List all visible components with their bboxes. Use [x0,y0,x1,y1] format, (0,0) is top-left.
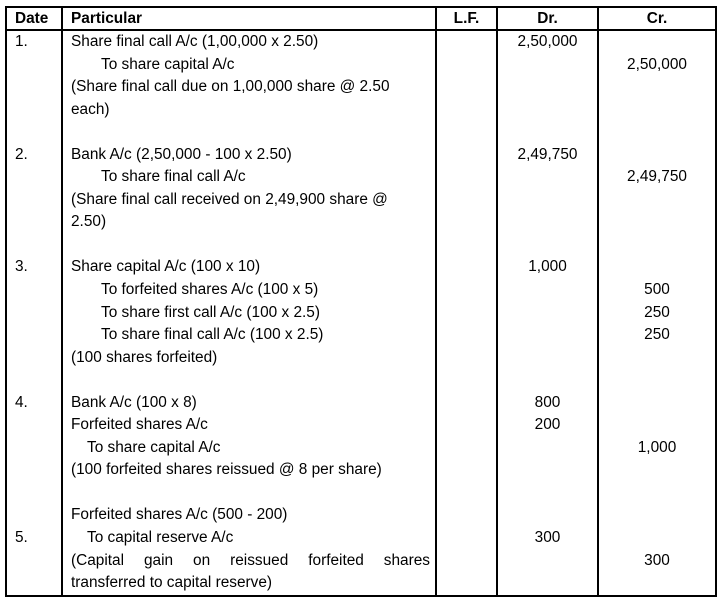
lf-cell [437,550,498,573]
lf-cell [437,324,498,347]
particular-cell [63,482,437,505]
particular-cell: transferred to capital reserve) [63,572,437,595]
journal-line [7,572,715,595]
dr-cell [498,369,599,392]
journal-line [7,437,715,460]
particular-cell: To share capital A/c [63,54,437,77]
cr-cell: 250 [644,303,670,321]
lf-cell [437,121,498,144]
cr-cell [599,256,715,279]
date-cell [7,572,63,595]
journal-line [7,279,715,302]
particular-cell: each) [63,99,437,122]
cr-cell [599,414,715,437]
cr-cell [599,527,715,550]
cr-cell [599,31,715,54]
dr-cell [498,347,599,370]
date-cell: 1. [7,31,63,54]
journal-line [7,76,715,99]
date-cell [7,482,63,505]
lf-cell [437,347,498,370]
date-cell [7,211,63,234]
lf-cell [437,99,498,122]
date-cell [7,302,63,325]
cr-cell [599,572,715,595]
date-cell [7,54,63,77]
particular-cell: To forfeited shares A/c (100 x 5) [63,279,437,302]
lf-cell [437,211,498,234]
particular-cell: Forfeited shares A/c [63,414,437,437]
spacer-line [7,369,715,392]
date-cell [7,279,63,302]
particular-cell: (Share final call received on 2,49,900 share @ [63,189,437,212]
date-cell [7,234,63,257]
particular-cell: To capital reserve A/c [63,527,437,550]
dr-cell [498,211,599,234]
journal-line [7,392,715,415]
table-header-row [7,8,715,31]
journal-line [7,144,715,167]
lf-cell [437,54,498,77]
particular-cell: Bank A/c (2,50,000 - 100 x 2.50) [63,144,437,167]
dr-cell [498,234,599,257]
particular-cell: (100 forfeited shares reissued @ 8 per share) [63,459,437,482]
dr-cell: 2,50,000 [498,31,599,54]
particular-cell: (100 shares forfeited) [63,347,437,370]
lf-cell [437,279,498,302]
cr-cell [599,99,715,122]
date-cell: 2. [7,144,63,167]
cr-cell: 1,000 [637,438,677,456]
dr-cell [498,504,599,527]
particular-cell [63,121,437,144]
cr-cell [599,392,715,415]
header-dr: Dr. [498,8,599,29]
particular-cell: Bank A/c (100 x 8) [63,392,437,415]
journal-table [5,6,717,597]
dr-cell [498,121,599,144]
lf-cell [437,302,498,325]
header-lf: L.F. [437,8,498,29]
date-cell: 5. [7,527,63,550]
dr-cell [498,437,599,460]
lf-cell [437,234,498,257]
dr-cell [498,324,599,347]
particular-cell: To share first call A/c (100 x 2.5) [63,302,437,325]
cr-cell: 2,50,000 [627,55,687,73]
journal-line [7,189,715,212]
date-cell [7,324,63,347]
particular-cell: Forfeited shares A/c (500 - 200) [63,504,437,527]
lf-cell [437,437,498,460]
dr-cell: 200 [498,414,599,437]
cr-cell [599,234,715,257]
dr-cell [498,572,599,595]
date-cell [7,414,63,437]
journal-line [7,504,715,527]
dr-cell: 2,49,750 [498,144,599,167]
dr-cell [498,166,599,189]
date-cell [7,76,63,99]
spacer-line [7,121,715,144]
particular-cell: Share capital A/c (100 x 10) [63,256,437,279]
dr-cell [498,76,599,99]
cr-cell [599,504,715,527]
dr-cell [498,99,599,122]
date-cell [7,504,63,527]
dr-cell [498,279,599,302]
cr-cell [599,189,715,212]
cr-cell [599,121,715,144]
particular-cell: To share capital A/c [63,437,437,460]
lf-cell [437,392,498,415]
cr-cell: 250 [644,326,670,344]
header-date: Date [7,8,63,29]
lf-cell [437,459,498,482]
journal-line [7,324,715,347]
journal-line [7,302,715,325]
journal-line [7,414,715,437]
journal-line [7,211,715,234]
particular-cell: (Capital gain on reissued forfeited shares [63,550,437,573]
lf-cell [437,166,498,189]
cr-cell: 2,49,750 [627,168,687,186]
cr-cell [599,76,715,99]
date-cell [7,369,63,392]
date-cell [7,437,63,460]
spacer-line [7,482,715,505]
lf-cell [437,76,498,99]
date-cell [7,189,63,212]
lf-cell [437,504,498,527]
date-cell [7,459,63,482]
date-cell [7,121,63,144]
particular-cell: To share final call A/c [63,166,437,189]
cr-cell [599,347,715,370]
dr-cell [498,54,599,77]
journal-line [7,347,715,370]
lf-cell [437,482,498,505]
lf-cell [437,189,498,212]
lf-cell [437,527,498,550]
journal-line [7,54,715,77]
cr-cell [599,482,715,505]
particular-cell: Share final call A/c (1,00,000 x 2.50) [63,31,437,54]
dr-cell [498,482,599,505]
dr-cell: 800 [498,392,599,415]
journal-line [7,550,715,573]
particular-cell [63,234,437,257]
particular-cell: (Share final call due on 1,00,000 share @ 2.50 [63,76,437,99]
journal-line [7,256,715,279]
spacer-line [7,234,715,257]
journal-line [7,166,715,189]
particular-cell: To share final call A/c (100 x 2.5) [63,324,437,347]
journal-line [7,99,715,122]
date-cell [7,166,63,189]
dr-cell [498,459,599,482]
journal-line [7,31,715,54]
dr-cell [498,302,599,325]
cr-cell [599,211,715,234]
cr-cell: 500 [644,281,670,299]
particular-cell [63,369,437,392]
date-cell: 3. [7,256,63,279]
journal-line [7,527,715,550]
lf-cell [437,572,498,595]
date-cell: 4. [7,392,63,415]
journal-body [7,31,715,595]
lf-cell [437,414,498,437]
lf-cell [437,256,498,279]
dr-cell [498,550,599,573]
cr-cell [599,144,715,167]
dr-cell [498,189,599,212]
header-particular: Particular [63,8,437,29]
cr-cell: 300 [644,551,670,569]
lf-cell [437,144,498,167]
lf-cell [437,369,498,392]
dr-cell: 1,000 [498,256,599,279]
dr-cell: 300 [498,527,599,550]
date-cell [7,550,63,573]
date-cell [7,347,63,370]
particular-cell: 2.50) [63,211,437,234]
header-cr: Cr. [646,10,668,27]
cr-cell [599,459,715,482]
lf-cell [437,31,498,54]
cr-cell [599,369,715,392]
date-cell [7,99,63,122]
journal-line [7,459,715,482]
